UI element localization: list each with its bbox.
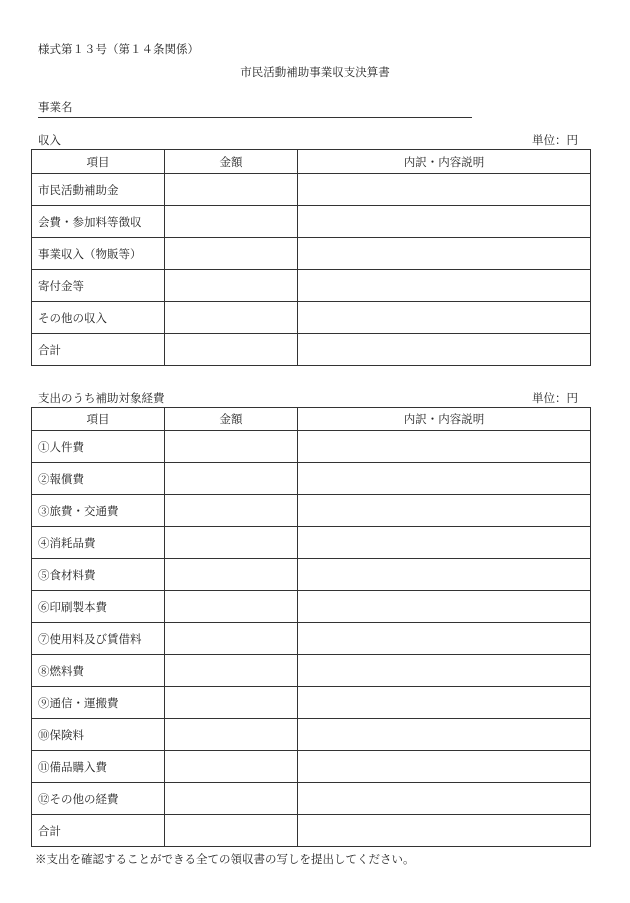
income-row xyxy=(32,238,591,270)
income-total-row xyxy=(32,334,591,366)
expense-row xyxy=(32,463,591,495)
item-cell: 会費・参加料等徴収 xyxy=(32,206,165,238)
details-cell[interactable] xyxy=(298,623,591,655)
item-cell: ⑩保険料 xyxy=(32,719,165,751)
income-table xyxy=(31,149,591,366)
income-row xyxy=(32,270,591,302)
amount-cell[interactable] xyxy=(165,719,298,751)
form-number: 様式第１３号（第１４条関係） xyxy=(38,42,199,56)
item-cell: ⑤食材料費 xyxy=(32,559,165,591)
amount-cell[interactable] xyxy=(165,591,298,623)
item-cell: ⑦使用料及び賃借料 xyxy=(32,623,165,655)
expense-row xyxy=(32,431,591,463)
expense-unit-label: 単位：円 xyxy=(532,391,578,405)
amount-cell[interactable] xyxy=(165,815,298,847)
amount-cell[interactable] xyxy=(165,687,298,719)
project-name-field[interactable] xyxy=(38,99,472,118)
item-cell: ③旅費・交通費 xyxy=(32,495,165,527)
expense-row xyxy=(32,527,591,559)
item-cell: ①人件費 xyxy=(32,431,165,463)
expense-row xyxy=(32,655,591,687)
details-cell[interactable] xyxy=(298,815,591,847)
expense-header-row xyxy=(32,408,591,431)
amount-cell[interactable] xyxy=(165,302,298,334)
details-cell[interactable] xyxy=(298,655,591,687)
details-cell[interactable] xyxy=(298,687,591,719)
expense-section-label: 支出のうち補助対象経費 xyxy=(38,391,165,405)
amount-cell[interactable] xyxy=(165,751,298,783)
item-cell: ⑥印刷製本費 xyxy=(32,591,165,623)
expense-row xyxy=(32,623,591,655)
details-cell[interactable] xyxy=(298,463,591,495)
expense-row xyxy=(32,783,591,815)
details-cell[interactable] xyxy=(298,174,591,206)
details-cell[interactable] xyxy=(298,270,591,302)
income-header-row xyxy=(32,150,591,174)
details-cell[interactable] xyxy=(298,334,591,366)
header-item: 項目 xyxy=(32,150,165,174)
project-name-label: 事業名 xyxy=(38,100,73,114)
amount-cell[interactable] xyxy=(165,334,298,366)
income-section-label: 収入 xyxy=(38,133,61,147)
expense-row xyxy=(32,591,591,623)
expense-row xyxy=(32,751,591,783)
expense-table xyxy=(31,407,591,847)
item-cell: 合計 xyxy=(32,334,165,366)
expense-row xyxy=(32,687,591,719)
item-cell: ④消耗品費 xyxy=(32,527,165,559)
amount-cell[interactable] xyxy=(165,206,298,238)
item-cell: その他の収入 xyxy=(32,302,165,334)
item-cell: 合計 xyxy=(32,815,165,847)
header-details: 内訳・内容説明 xyxy=(298,408,591,431)
header-details: 内訳・内容説明 xyxy=(298,150,591,174)
details-cell[interactable] xyxy=(298,719,591,751)
amount-cell[interactable] xyxy=(165,431,298,463)
income-row xyxy=(32,206,591,238)
document-title: 市民活動補助事業収支決算書 xyxy=(240,65,390,79)
item-cell: ⑪備品購入費 xyxy=(32,751,165,783)
item-cell: ⑫その他の経費 xyxy=(32,783,165,815)
expense-row xyxy=(32,495,591,527)
details-cell[interactable] xyxy=(298,431,591,463)
expense-total-row xyxy=(32,815,591,847)
amount-cell[interactable] xyxy=(165,783,298,815)
details-cell[interactable] xyxy=(298,559,591,591)
details-cell[interactable] xyxy=(298,206,591,238)
details-cell[interactable] xyxy=(298,495,591,527)
amount-cell[interactable] xyxy=(165,527,298,559)
expense-row xyxy=(32,719,591,751)
amount-cell[interactable] xyxy=(165,463,298,495)
expense-row xyxy=(32,559,591,591)
amount-cell[interactable] xyxy=(165,559,298,591)
details-cell[interactable] xyxy=(298,527,591,559)
income-row xyxy=(32,174,591,206)
income-unit-label: 単位：円 xyxy=(532,133,578,147)
item-cell: 市民活動補助金 xyxy=(32,174,165,206)
amount-cell[interactable] xyxy=(165,270,298,302)
header-amount: 金額 xyxy=(165,150,298,174)
item-cell: 事業収入（物販等） xyxy=(32,238,165,270)
item-cell: 寄付金等 xyxy=(32,270,165,302)
amount-cell[interactable] xyxy=(165,238,298,270)
header-item: 項目 xyxy=(32,408,165,431)
details-cell[interactable] xyxy=(298,302,591,334)
item-cell: ⑧燃料費 xyxy=(32,655,165,687)
amount-cell[interactable] xyxy=(165,623,298,655)
header-amount: 金額 xyxy=(165,408,298,431)
details-cell[interactable] xyxy=(298,751,591,783)
amount-cell[interactable] xyxy=(165,174,298,206)
footnote: ※支出を確認することができる全ての領収書の写しを提出してください。 xyxy=(35,852,415,866)
details-cell[interactable] xyxy=(298,783,591,815)
amount-cell[interactable] xyxy=(165,655,298,687)
details-cell[interactable] xyxy=(298,591,591,623)
amount-cell[interactable] xyxy=(165,495,298,527)
details-cell[interactable] xyxy=(298,238,591,270)
income-row xyxy=(32,302,591,334)
item-cell: ⑨通信・運搬費 xyxy=(32,687,165,719)
item-cell: ②報償費 xyxy=(32,463,165,495)
